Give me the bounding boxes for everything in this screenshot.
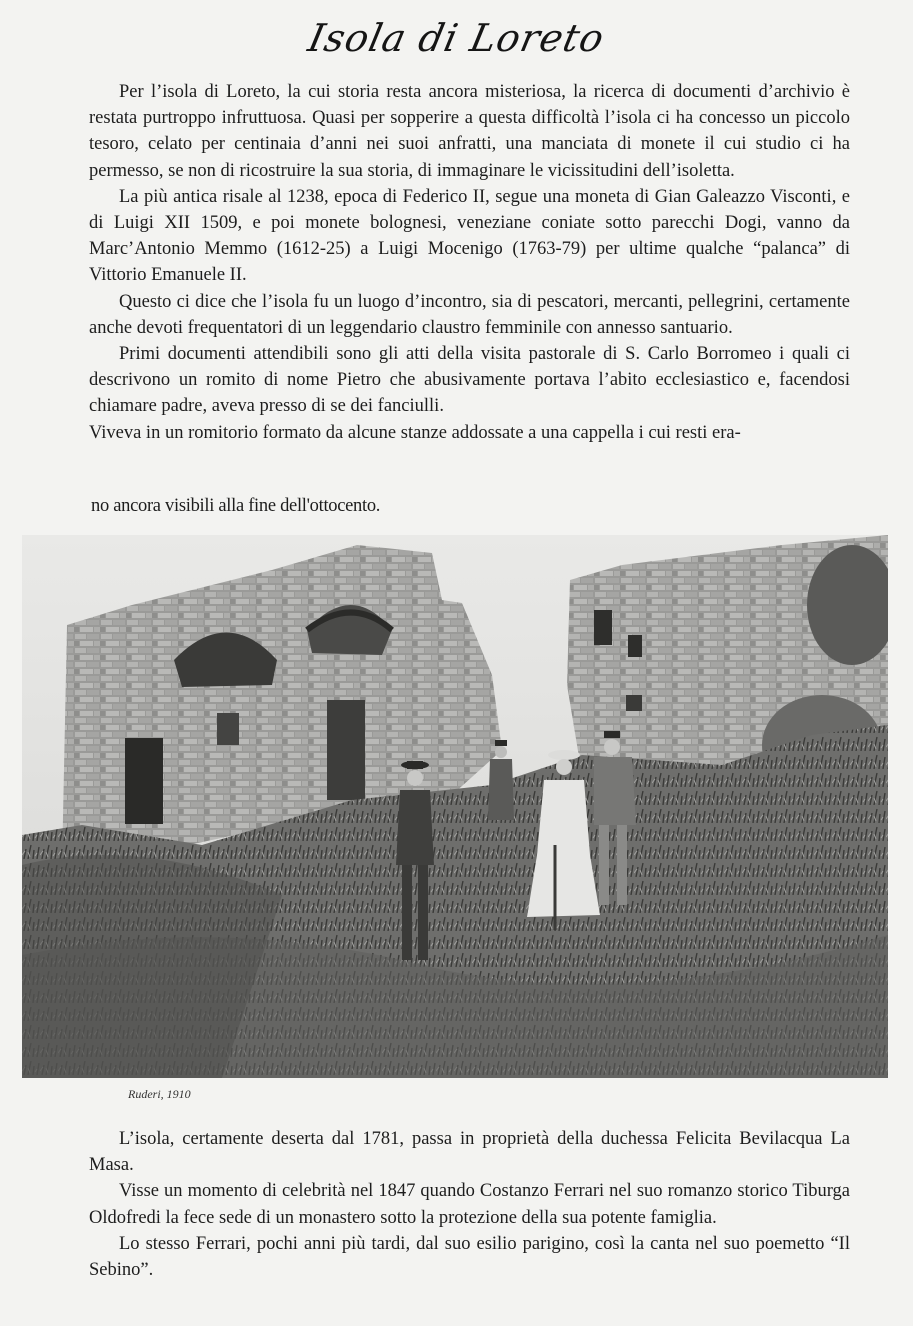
intro-text xyxy=(89,79,850,446)
closing-text xyxy=(89,1126,850,1283)
paragraph: Viveva in un romitorio formato da alcune stanze addossate a una cappella i cui resti era- xyxy=(89,422,741,443)
page-title: Isola di Loreto xyxy=(304,16,609,60)
paragraph: Lo stesso Ferrari, pochi anni più tardi, dal suo esilio parigino, così la canta nel suo poemetto “Il Sebino”. xyxy=(89,1233,850,1281)
historic-photo-ruins xyxy=(22,535,888,1078)
paragraph: Questo ci dice che l’isola fu un luogo d’incontro, sia di pescatori, mercanti, pellegrini, certamente anche devoti frequentatori di un leggendario claustro femminile con annesso santuario. xyxy=(89,291,850,338)
paragraph-tail-line: no ancora visibili alla fine dell'ottocento. xyxy=(91,496,381,516)
paragraph: Primi documenti attendibili sono gli atti della visita pastorale di S. Carlo Borromeo i quali ci descrivono un romito di nome Pietro che abusivamente portava l’abito ecclesiastico e, facendosi chiamare padre, aveva presso di se dei fanciulli. xyxy=(89,344,850,417)
paragraph: La più antica risale al 1238, epoca di Federico II, segue una moneta di Gian Galeazzo Visconti, e di Luigi XII 1509, e poi monete bolognesi, veneziane coniate sotto parecchi Dogi, vanno da Marc’Antonio Memmo (1612-25) a Luigi Mocenigo (1763-79) per ultime qualche “palanca” di Vittorio Emanuele II. xyxy=(89,186,850,286)
ruins-photo-illustration xyxy=(22,535,888,1078)
paragraph: L’isola, certamente deserta dal 1781, passa in proprietà della duchessa Felicita Bevilacqua La Masa. xyxy=(89,1129,850,1176)
paragraph: Per l’isola di Loreto, la cui storia resta ancora misteriosa, la ricerca di documenti d’archivio è restata purtroppo infruttuosa. Quasi per sopperire a questa difficoltà l’isola ci ha concesso un piccolo tesoro, celato per centinaia d’anni nei suoi anfratti, una manciata di monete il cui studio ci ha permesso, se non di ricostruire la sua storia, di immaginare le vicissitudini dell’isoletta. xyxy=(89,82,850,181)
paragraph: Visse un momento di celebrità nel 1847 quando Costanzo Ferrari nel suo romanzo storico Tiburga Oldofredi la fece sede di un monastero sotto la protezione della sua potente famiglia. xyxy=(89,1181,850,1228)
photo-caption: Ruderi, 1910 xyxy=(128,1087,191,1101)
